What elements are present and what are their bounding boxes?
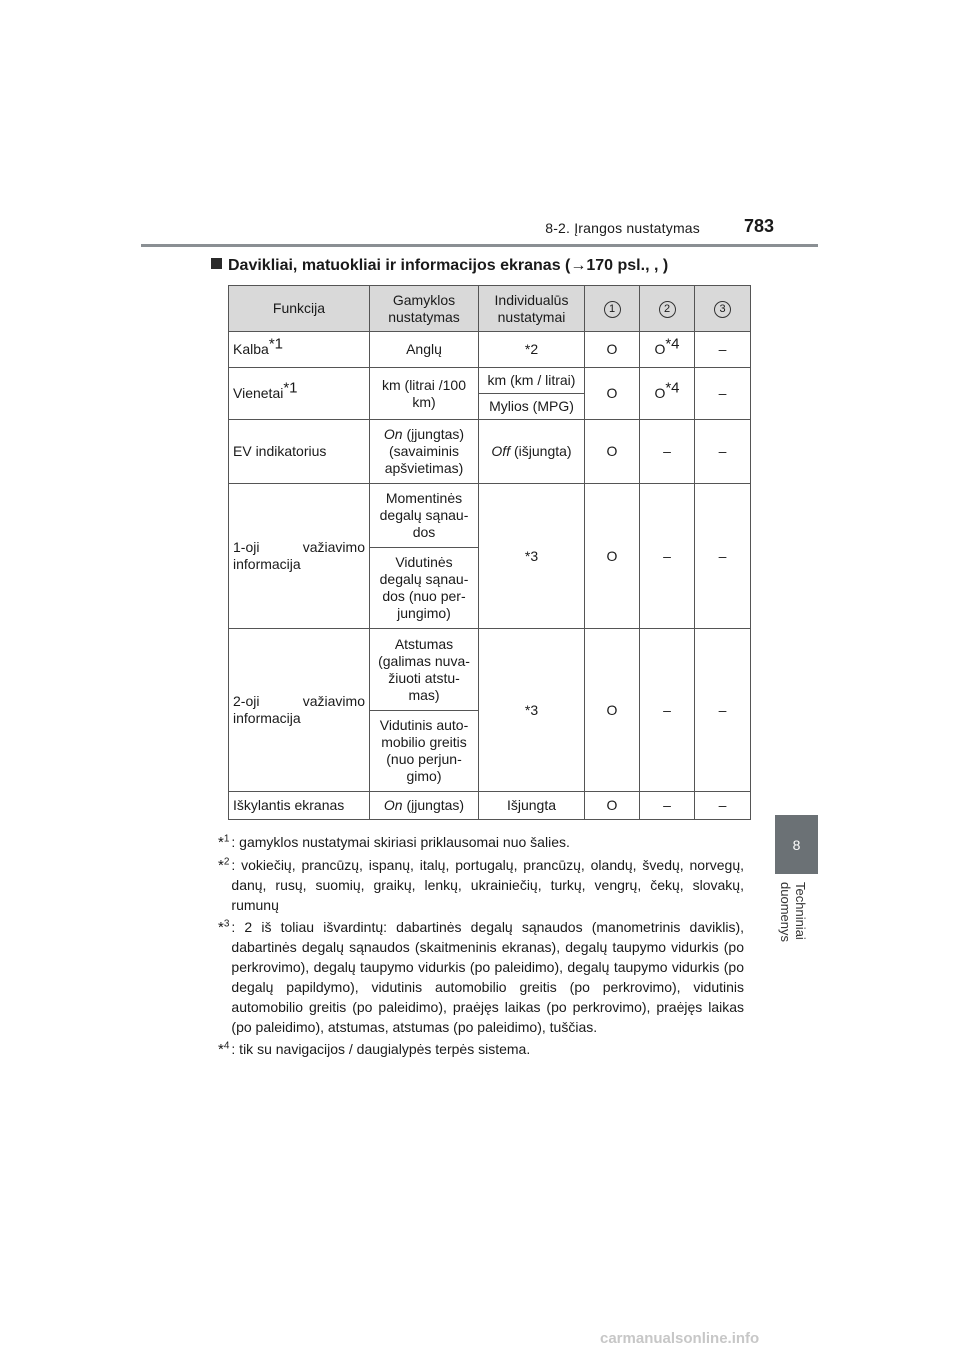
table-row: [229, 792, 751, 820]
cell-c1: O: [585, 368, 640, 420]
header-divider: [141, 244, 818, 247]
cell-custom: *3: [479, 484, 585, 629]
circled-number-2: 2: [659, 301, 676, 318]
footnote-mark: *$^1$: [218, 833, 230, 851]
default-rest: (įjungtas) (savaiminis apšvietimas): [384, 426, 465, 476]
cell-c3: –: [695, 629, 751, 792]
cell-c2: [640, 368, 695, 420]
cell-custom: *2: [479, 332, 585, 368]
header-col-3: [695, 286, 751, 332]
footnote-text: : vokiečių, prancūzų, ispanų, italų, portugalų, prancūzų, olandų, švedų, norvegų, danų, rusų, suomių, graikų, lenkų, ukrainiečių, turkų, vengrų, čekų, slovakų, rumunų: [231, 857, 744, 913]
custom-rest: (išjungta): [513, 443, 572, 459]
arrow-right-icon: →: [570, 257, 587, 274]
circled-number-1: 1: [604, 301, 621, 318]
footnote-ref: *4: [665, 379, 680, 397]
c2-value: O: [654, 385, 666, 401]
table-row: [229, 368, 751, 394]
footnote-mark-text: 3: [223, 918, 230, 930]
footnote-text: : gamyklos nustatymai skiriasi priklausomai nuo šalies.: [231, 834, 570, 850]
footnote-mark-text: 2: [223, 856, 230, 868]
cell-default-b: Vidutinis auto-mobilio greitis (nuo perjun-gimo): [370, 711, 479, 792]
default-em: On: [383, 797, 403, 813]
cell-function: Iškylantis ekranas: [229, 792, 370, 820]
cell-function: 1-oji važiavimo informacija: [229, 484, 370, 629]
header-function: Funkcija: [229, 286, 370, 332]
cell-function: 2-oji važiavimo informacija: [229, 629, 370, 792]
function-label: Vienetai: [233, 385, 284, 401]
cell-c3: –: [695, 484, 751, 629]
settings-table: [228, 285, 751, 820]
circled-number-3: 3: [714, 301, 731, 318]
cell-custom: *3: [479, 629, 585, 792]
chapter-label: Techniniai duomenys: [778, 882, 808, 942]
cell-c2: –: [640, 792, 695, 820]
footnote-item: [218, 917, 744, 1037]
default-rest: (įjungtas): [406, 797, 465, 813]
function-label: Kalba: [233, 341, 269, 357]
footnote-ref: *1: [283, 379, 298, 397]
section-title-text: Davikliai, matuokliai ir informacijos ekranas (: [228, 257, 571, 274]
footnote-mark: *$^2$: [218, 856, 230, 874]
footnote-mark: *$^4$: [218, 1040, 230, 1058]
cell-c2: [640, 332, 695, 368]
footnote-ref: *1: [268, 335, 283, 353]
footnote-mark-text: 1: [223, 833, 230, 845]
cell-c2: –: [640, 420, 695, 484]
footnote-ref: *4: [665, 335, 680, 353]
page-number: 783: [743, 216, 774, 236]
chapter-number: 8: [792, 836, 801, 853]
footnotes: [218, 832, 744, 1062]
cell-c1: O: [585, 332, 640, 368]
footnote-item: [218, 1039, 744, 1060]
header-col-1: [585, 286, 640, 332]
table-row: [229, 420, 751, 484]
footnote-mark: *$^3$: [218, 918, 230, 936]
cell-default: Anglų: [370, 332, 479, 368]
table-row: [229, 629, 751, 711]
watermark: carmanualsonline.info: [600, 1330, 760, 1347]
c2-value: O: [654, 341, 666, 357]
cell-default: km (litrai /100 km): [370, 368, 479, 420]
cell-c1: O: [585, 792, 640, 820]
cell-custom-a: km (km / litrai): [479, 368, 585, 394]
cell-function: EV indikatorius: [229, 420, 370, 484]
table-header-row: [229, 286, 751, 332]
cell-c2: –: [640, 629, 695, 792]
table-row: [229, 332, 751, 368]
cell-custom-b: Mylios (MPG): [479, 394, 585, 420]
cell-default-b: Vidutinės degalų sąnau-dos (nuo per-jungimo): [370, 548, 479, 629]
cell-function: [229, 368, 370, 420]
footnote-item: [218, 832, 744, 853]
cell-default-a: Atstumas (galimas nuva-žiuoti atstu-mas): [370, 629, 479, 711]
footnote-mark-text: 4: [223, 1040, 230, 1052]
header-custom: Individualūs nustatymai: [479, 286, 585, 332]
cell-custom: [479, 420, 585, 484]
cell-c1: O: [585, 420, 640, 484]
cell-default: [370, 420, 479, 484]
cell-default-a: Momentinės degalų sąnau-dos: [370, 484, 479, 548]
cell-c3: –: [695, 792, 751, 820]
cell-c1: O: [585, 484, 640, 629]
custom-em: Off: [491, 443, 511, 459]
header-default: Gamyklos nustatymas: [370, 286, 479, 332]
section-title: [211, 257, 751, 275]
header-col-2: [640, 286, 695, 332]
cell-c3: –: [695, 368, 751, 420]
square-bullet-icon: [211, 258, 222, 269]
section-title-ref: 170 psl., , ): [586, 257, 669, 274]
cell-c3: –: [695, 420, 751, 484]
footnote-item: [218, 855, 744, 915]
default-em: On: [383, 426, 403, 442]
cell-custom: Išjungta: [479, 792, 585, 820]
cell-default: [370, 792, 479, 820]
cell-c1: O: [585, 629, 640, 792]
footnote-text: : 2 iš toliau išvardintų: dabartinės degalų sąnaudos (manometrinis daviklis), dabartinės degalų sąnaudos (skaitmeninis ekranas), degalų taupymo vidurkis (po perkrovimo), degalų taupymo vidurkis (po paleidimo), degalų taupymo vidurkis (po degalų papildymo), vidutinis automobilio greitis (po perkrovimo), vidutinis automobilio greitis (po paleidimo), praėjęs laikas (po perkrovimo), praėjęs laikas (po paleidimo), atstumas, atstumas (po paleidimo), tuščias.: [231, 919, 744, 1035]
cell-c3: –: [695, 332, 751, 368]
footnote-text: : tik su navigacijos / daugialypės terpės sistema.: [231, 1041, 531, 1057]
table-row: [229, 484, 751, 548]
header-section-title: 8-2. Įrangos nustatymas: [545, 220, 700, 236]
cell-function: [229, 332, 370, 368]
chapter-tab: [775, 815, 818, 874]
cell-c2: –: [640, 484, 695, 629]
